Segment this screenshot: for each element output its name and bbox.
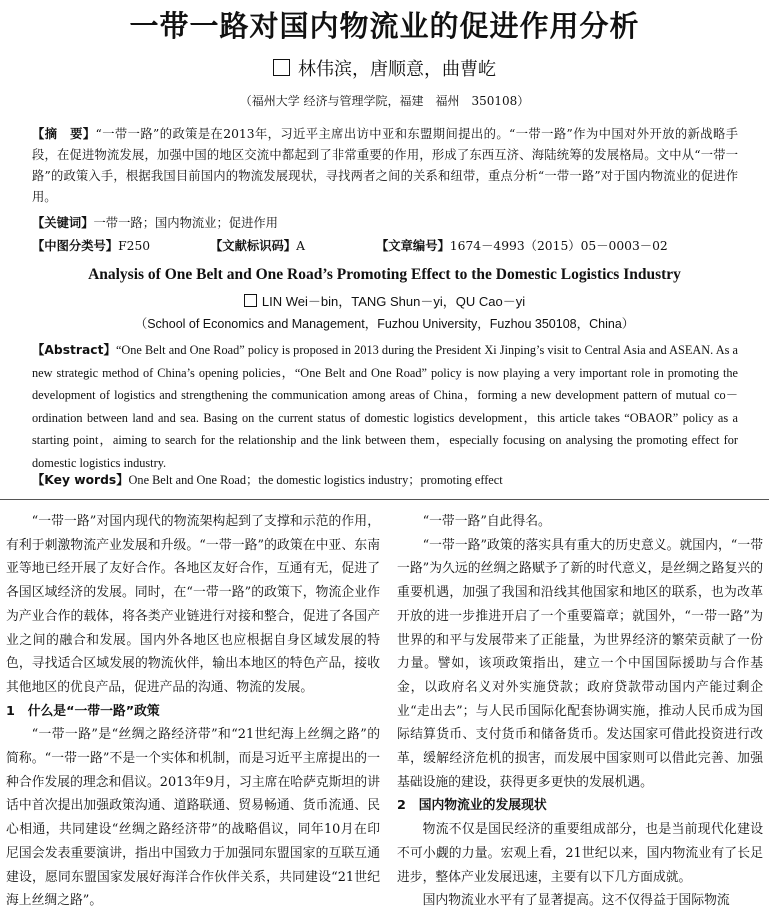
keywords-label: 【关键词】 [32,216,94,230]
body-paragraph: 物流不仅是国民经济的重要组成部分，也是当前现代化建设不可小觑的力量。宏观上看，21世纪以来，国内物流业有了长足进步，整体产业发展迅速，主要有以下几方面成就。 [397,822,763,885]
clc-value: F250 [118,239,151,253]
body-paragraph: 国内物流业水平有了显著提高。这不仅得益于国际物流 [422,893,730,909]
article-no-value: 1674－4993（2015）05－0003－02 [449,239,668,253]
body-left-column [6,510,380,913]
english-affiliation: （School of Economics and Management，Fuzhou University，Fuzhou 350108，China） [134,317,635,331]
keywords-en [32,470,738,488]
author-names: 林伟滨，唐顺意，曲曹屹 [298,59,496,80]
section-heading-1: 1 什么是“一带一路”政策 [6,703,160,719]
english-keywords-text: One Belt and One Road；the domestic logistics industry；promoting effect [128,473,503,487]
english-author-box-icon [244,294,257,307]
english-author-names: LIN Wei－bin，TANG Shun－yi，QU Cao－yi [261,294,526,309]
doc-code-label: 【文献标识码】 [210,239,297,253]
english-abstract-text: “One Belt and One Road” policy is proposed in 2013 during the President Xi Jinping’s visit to Central Asia and ASEAN. As a new strategic method of China’s opening policies，“One Belt and One Road” policy is now playing a very important role in promoting the development of logistics and strengthening the communication among areas of China，forming a new development pattern of mutual co－ordination between land and sea. Basing on the current status of domestic logistics development，this article takes “OBAOR” policy as a starting point，aiming to search for the relationship and the link between them，especially focusing on analysing the promoting effect for domestic logistics industry. [32,343,738,470]
classification-line [32,236,738,254]
section-divider [0,499,769,500]
affiliation: （福州大学 经济与管理学院，福建 福州 350108） [239,94,530,108]
section-heading-2: 2 国内物流业的发展现状 [397,798,547,814]
abstract-text: “一带一路”的政策是在2013年，习近平主席出访中亚和东盟期间提出的。“一带一路”作为中国对外开放的新战略手段，在促进物流发展，加强中国的地区交流中都起到了非常重要的作用，形成了东西互济、海陆统筹的发展格局。文中从“一带一路”的政策入手，根据我国目前国内的物流发展现状，寻找两者之间的关系和纽带，重点分析“一带一路”对于国内物流业的促进作用。 [32,127,738,204]
body-paragraph: “一带一路”政策的落实具有重大的历史意义。就国内，“一带一路”为久远的丝绸之路赋予了新的时代意义，是丝绸之路复兴的重要机遇，加强了我国和沿线其他国家和地区的联系，也为改革开放的进一步推进开启了一个重要篇章；就国外，“一带一路”为世界的和平与发展带来了正能量，为世界经济的繁荣贡献了一份力量。譬如，该项政策指出，建立一个中国国际援助与合作基金，以政府名义对外实施贷款；政府贷款带动国内产能过剩企业“走出去”；与人民币国际化配套协调实施，推动人民币成为国际结算货币、支付货币和储备货币。发达国家可借此投资进行改革，缓解经济危机的损害，而发展中国家则可以借此完善、加强基础设施的建设，获得更多更快的发展机遇。 [397,537,763,790]
body-paragraph: “一带一路”是“丝绸之路经济带”和“21世纪海上丝绸之路”的简称。“一带一路”不是一个实体和机制，而是习近平主席提出的一种合作发展的理念和倡议。2013年9月，习主席在哈萨克斯坦的讲话中首次提出加强政策沟通、道路联通、贸易畅通、货币流通、民心相通，共同建设“丝绸之路经济带”的战略倡议，同年10月在印尼国会发表重要演讲，指出中国致力于加强同东盟国家的互联互通建设，愿同东盟国家发展好海洋合作伙伴关系，共同建设“21世纪海上丝绸之路”。 [6,727,380,909]
english-abstract-label: 【Abstract】 [32,343,116,357]
authors [0,55,769,81]
english-authors [0,291,769,310]
body-paragraph: “一带一路”对国内现代的物流架构起到了支撑和示范的作用，有利于刺激物流产业发展和升级。“一带一路”的政策在中亚、东南亚等地已经开展了友好合作。各地区友好合作，互通有无，促进了各国区域经济的发展。同时，在“一带一路”的政策下，物流企业作为产业合作的载体，将各类产业链进行对接和整合，促进了各国产业之间的融合和发展。国内外各地区也应根据自身区域发展的特色，寻找适合区域发展的物流伙伴，输出本地区的特色产品，接收其他地区的优良产品，促进产品的沟通、物流的发展。 [6,514,380,695]
body-paragraph: “一带一路”自此得名。 [422,514,551,529]
english-keywords-label: 【Key words】 [32,473,129,487]
clc-label: 【中图分类号】 [32,239,119,253]
article-no-label: 【文章编号】 [376,239,450,253]
paper-title: 一带一路对国内物流业的促进作用分析 [129,9,640,43]
english-title: Analysis of One Belt and One Road’s Promoting Effect to the Domestic Logistics Industry [88,266,681,283]
body-right-column [397,510,763,913]
keywords-text: 一带一路；国内物流业；促进作用 [93,216,278,230]
author-box-icon [273,59,290,76]
abstract-label: 【摘 要】 [32,127,96,141]
keywords-cn [32,213,738,231]
abstract-en [32,339,738,475]
abstract-cn [32,124,738,208]
doc-code-value: A [296,239,305,253]
